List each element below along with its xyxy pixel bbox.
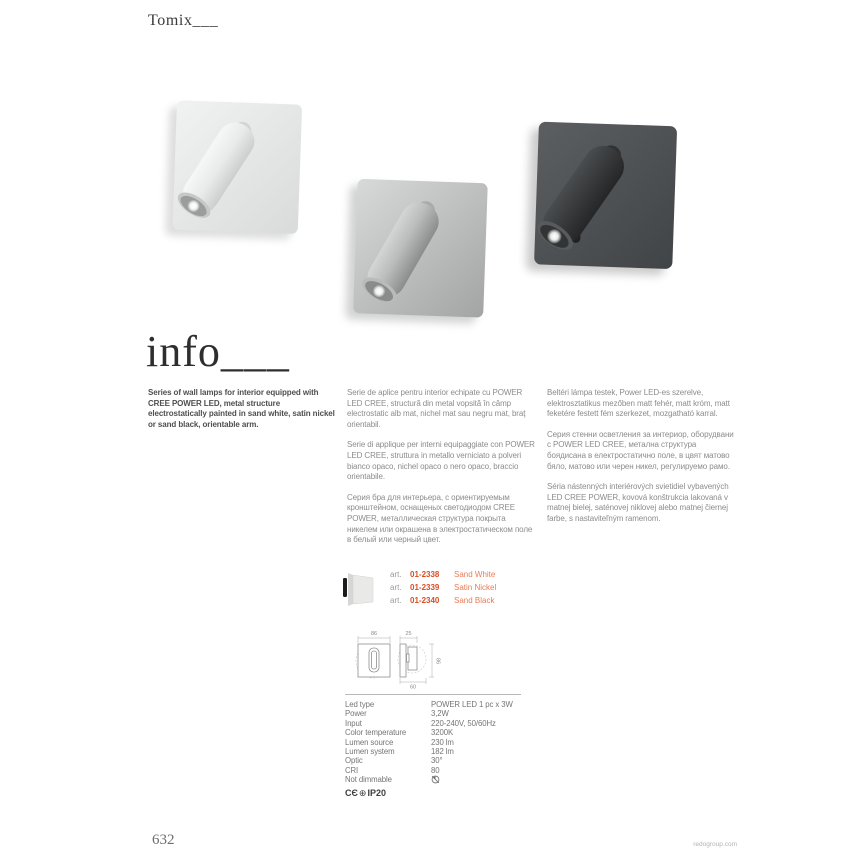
not-dimmable-icon: [431, 775, 555, 786]
spec-value: 3200K: [431, 728, 454, 738]
spec-value: POWER LED 1 pc x 3W: [431, 700, 513, 709]
thumb-plate-front: [353, 575, 373, 604]
spec-label: Lumen source: [345, 737, 394, 747]
spec-value: 80: [431, 765, 440, 775]
article-row: [390, 568, 540, 581]
article-prefix: art.: [390, 570, 402, 579]
dim-depth: 25: [405, 631, 412, 637]
spec-divider: [345, 694, 521, 695]
spec-row: [345, 728, 555, 737]
dim-height: 86: [434, 657, 441, 665]
spec-label: Input: [345, 718, 362, 728]
description-italian: Serie di applique per interni equipaggiate con POWER LED CREE, struttura in metallo verniciato a polveri bianco opaco, nichel opaco o nero opaco, braccio orientabile.: [347, 440, 535, 482]
spec-label: CRI: [345, 765, 359, 775]
article-finish: Satin Nickel: [454, 583, 497, 592]
page-number: 632: [152, 832, 175, 848]
description-slovak: Séria nástenných interiérových svietidiel vybavených LED CREE POWER, kovová konštrukcia lakovaná v matnej bielej, saténovej niklovej alebo matnej čiernej farbe, s nastaviteľným ramenom.: [547, 482, 729, 523]
product-photo-sand-white: [158, 88, 312, 268]
spec-label: Led type: [345, 700, 375, 709]
product-photo-satin-nickel: [338, 166, 498, 353]
spec-row: [345, 738, 555, 747]
article-finish: Sand White: [454, 570, 496, 579]
spec-label: Color temperature: [345, 728, 407, 738]
dim-base-width: 60: [409, 684, 417, 690]
spec-value: 230 lm: [431, 737, 454, 747]
description-column-2: [347, 388, 535, 556]
ip-rating: IP20: [367, 787, 386, 798]
series-title: Tomix___: [148, 12, 219, 29]
article-row: [390, 581, 540, 594]
spec-value: 30°: [431, 756, 443, 766]
article-finish: Sand Black: [454, 596, 495, 605]
spec-value: 182 lm: [431, 747, 454, 757]
article-prefix: art.: [390, 596, 402, 605]
product-thumbnail: [342, 571, 376, 607]
spec-value: 220-240V, 50/60Hz: [431, 718, 496, 728]
spec-row: [345, 747, 555, 756]
spec-label: Not dimmable: [345, 775, 392, 785]
article-code: 01-2339: [410, 583, 440, 592]
ce-mark: CЄ: [345, 787, 358, 798]
thumb-plate-side: [348, 573, 353, 606]
spec-table: [345, 700, 555, 798]
spec-row: [345, 766, 555, 775]
description-romanian: Serie de aplice pentru interior echipate cu POWER LED CREE, structură din metal vopsită în câmp electrostatic alb mat, nichel mat sau negru mat, braţ orientabil.: [347, 388, 526, 429]
certification-marks: [345, 789, 555, 798]
product-title: info___: [146, 327, 290, 376]
spec-label: Power: [345, 709, 367, 719]
spec-label: Optic: [345, 756, 363, 766]
article-code: 01-2340: [410, 596, 440, 605]
description-english: [148, 388, 336, 440]
spec-row: [345, 756, 555, 765]
spec-value: 3,2W: [431, 709, 449, 719]
side-view-plate: [400, 644, 406, 677]
article-prefix: art.: [390, 583, 402, 592]
product-photo-sand-black: [518, 108, 688, 306]
description-russian: Серия бра для интерьера, с ориентируемым кронштейном, оснащеных светодиодом CREE POWER, металлическая структура покрыта никелем или окрашена в электростатическом поле в белый или черный цвет.: [347, 492, 533, 545]
description-paragraph: Series of wall lamps for interior equipped with CREE POWER LED, metal structure electrostatically painted in sand white, satin nickel or sand black, orientable arm.: [148, 388, 335, 429]
description-bulgarian: Серия стенни осветления за интериор, оборудвани с POWER LED CREE, метална структура боядисана в електростатично поле, в цвят матово бяло, матово или черен никел, регулируемо рамо.: [547, 429, 734, 471]
thumb-toggle-bar: [343, 578, 347, 597]
spec-row: [345, 709, 555, 718]
description-hungarian: Beltéri lámpa testek, Power LED-es szerelve, elektrosztatikus mezőben matt fehér, matt króm, matt feketére festett fém szerkezet, mozgatható karral.: [547, 388, 730, 419]
dim-front-width: 86: [370, 631, 378, 637]
article-code: 01-2338: [410, 570, 440, 579]
insulation-mark-icon: ⊕: [358, 787, 367, 798]
spec-row: [345, 719, 555, 728]
dimension-drawing: [350, 618, 442, 690]
front-view-arm-inner: [372, 651, 377, 669]
spec-label: Lumen system: [345, 747, 395, 757]
spec-row-not-dimmable: [345, 775, 555, 786]
article-row: [390, 594, 540, 607]
side-view-knob: [407, 654, 410, 662]
spec-row: [345, 700, 555, 709]
website-link[interactable]: redogroup.com: [693, 841, 737, 848]
description-column-3: [547, 388, 735, 535]
